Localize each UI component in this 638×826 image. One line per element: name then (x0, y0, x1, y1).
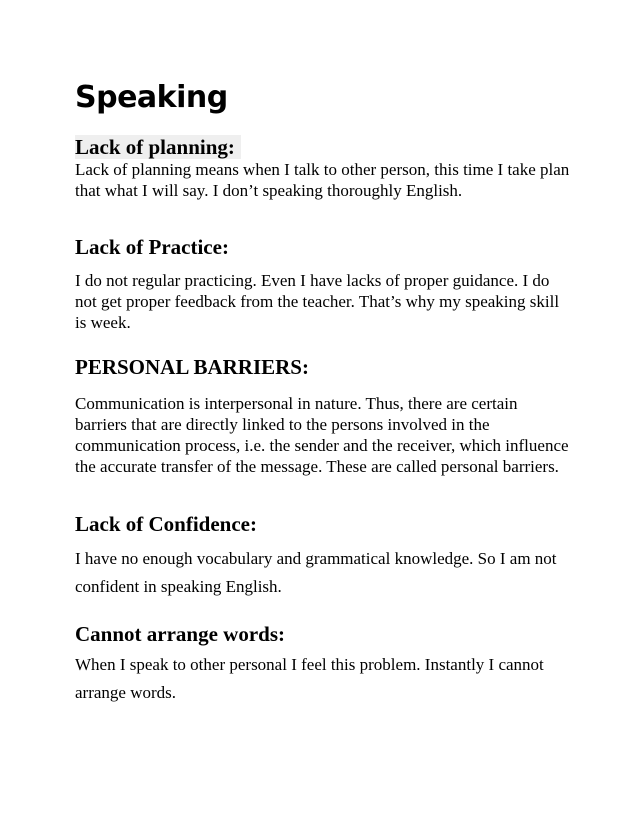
section-heading-lack-of-planning: Lack of planning: (75, 135, 241, 159)
page-title: Speaking (75, 80, 228, 115)
section-heading-lack-of-practice: Lack of Practice: (75, 235, 229, 259)
section-heading-personal-barriers: PERSONAL BARRIERS: (75, 355, 309, 379)
section-body-cannot-arrange-words: When I speak to other personal I feel this problem. Instantly I cannot arrange words. (75, 655, 544, 702)
section-body-personal-barriers: Communication is interpersonal in nature. Thus, there are certain barriers that are directly linked to the persons involved in the communication process, i.e. the sender and the receiver, which influence the accurate transfer of the message. These are called personal barriers. (75, 394, 569, 476)
section-heading-cannot-arrange-words: Cannot arrange words: (75, 622, 285, 646)
section-body-lack-of-practice: I do not regular practicing. Even I have lacks of proper guidance. I do not get proper feedback from the teacher. That’s why my speaking skill is week. (75, 271, 560, 332)
section-heading-lack-of-confidence: Lack of Confidence: (75, 512, 257, 536)
section-body-lack-of-planning: Lack of planning means when I talk to other person, this time I take plan that what I will say. I don’t speaking thoroughly English. (75, 160, 570, 200)
section-body-lack-of-confidence: I have no enough vocabulary and grammatical knowledge. So I am not confident in speaking English. (75, 549, 557, 596)
